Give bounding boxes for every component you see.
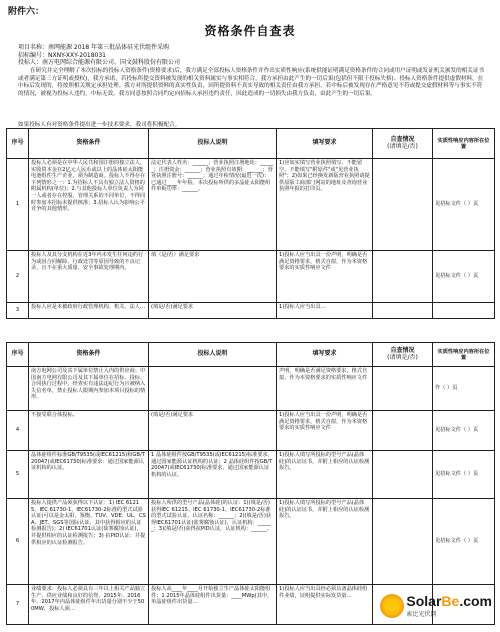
col-page: 实质性响应内容所在位置 [433,129,495,159]
table-row: 6 投标人提供产品须获得以下认证：1) IEC 61215、IEC 61730-1、IEC61730-2标准的型式试验认证(可以是金太阳、鉴衡、TUV、VDE、UL、CSA、JET、SGS等国际认证，其中获得相应的认证检测报告)；2) IEC61701认证(盐雾腐蚀认证)，并提供相应的认证检测报告；3) 抗PID认证：并提供相应的认证检测报告。 投标人所供的型号产品(晶体硅)的认证：1)(填是/否)获得IEC 61215、IEC 61730-1、IEC61730-2标准的型式试验认证，认证名称：______；2)(填是/否)获得IEC61701认证(盐雾腐蚀认证)，认证机构：______；3)(填是/否)获得抗PID认证，认证机构：______。 1)投标人填写所投标的型号产品(晶体硅)的认证证书，并附上相应的认证检测报告。 见招标文件（ ）页 [7,499,495,585]
table-row: 7 业绩要求：投标人必须具有三年以上相关产品独立生产、供应业绩和良好的信誉。2015年、2016年、2017年内晶体硅组件年出货量分别不少于500MW，投标人须… 投标人从____年____月开始独立生产晶体硅太阳能组件；1 2015年晶体硅组件出货量：____MWp(其中，单晶硅组件出货量… 1)投标人应当出具经必须具备晶体硅组件业绩，证明提供实际发货量… [7,585,495,625]
watermark-brand: SolarBe.com [406,593,492,609]
table-row: 3 投标人应是未被政府行政管理机构、机关、法人… (填是/否)满足要求 1)投标人应当出具… [7,303,495,319]
col-self: 自查情况 (请填是/否) [373,129,433,159]
table-header-row [7,343,495,367]
intro-paragraph: 在研究并完全理解了本次招标的投标人资格条件(资格要求)后，我方满足全部投标人资格条件并作出实质性响应(系统供能证明满足资格条件的合同或用户证明或发证机关颁发的相关证书或者满足第三方证明或授权)，我方承诺，若投标所提交资料被发现的相关资料属实与事实相符合，我方承担由此产生的一切后果(包括但不限于投标失格)、投标人资格条件提供虚假材料，在中标后发现的，将按照相关规定承担处理。我方对所提供资料的真实性负责，因所提资料不真实导致的相关责任由我方承担，若中标后被发现存在严格意见不符或提交虚假材料等与事实不符的情况，被视为投标人违约，中标无效，我方同意按照合同约定向招标人承担违约责任，因此造成的一切损失由我方负责，由此产生的一切后果。 [18,68,485,97]
self-check-cell[interactable] [373,159,433,251]
self-check-cell[interactable] [373,411,433,451]
col-self: 自查情况 (请填是/否) [373,343,433,367]
self-check-cell[interactable] [373,251,433,303]
table-row: 4 不接受联合体投标。 (填是/否)满足要求 1)投标人应当出具一份声明，明确是否满足资格要求，格式自拟，作为本资格要求的实质性响应文件 见招标文件（ ）页 [7,411,495,451]
solarbe-watermark [380,593,492,618]
col-no: 序号 [7,343,29,367]
col-page: 实质性响应内容所在位置 [433,343,495,367]
note-line: 如果投标人有对资格条件提出进一步技术要求，我司将积极配合。 [18,122,181,128]
self-check-cell[interactable] [373,451,433,499]
meta-block [18,44,180,67]
qualification-table-2 [6,342,495,625]
qualification-table-1 [6,128,495,319]
annex-label: 附件六： [8,7,45,17]
col-condition: 资格条件 [29,129,149,159]
col-fill: 填写要求 [277,129,373,159]
sun-logo-icon [380,594,404,618]
page-title: 资格条件自查表 [204,24,296,38]
project-name: 项目名称：南网能源 2018 年第三批晶体硅光伏组件采购 [18,44,170,51]
col-explain: 投标人说明 [149,129,277,159]
col-condition: 资格条件 [29,343,149,367]
watermark-subtitle: 索比光伏网 [406,611,437,618]
table-row: 南方电网公司及其下属单位禁止入内的供应商；中国南方电网有限公司及其下属单位在招标、投标、合同执行过程中，经查实有违法违纪行为且被纳入失信名单，禁止投标人限期内参加本项目投标的情形。 声明，明确是否满足资格要求，格式自拟，作为本资格要求的实质性响应文件 作（ ）页 [7,367,495,411]
self-check-cell[interactable] [373,367,433,411]
table-row: 2 投标人及其分支机构在近3年内未发生任何违约行为或因合同解除、行政处罚等原因导致的不良记录，且不在重大质量、安全事故处理期内。 填（是/否）满足要求 1)投标人应当出具一份声明，明确是否满足资格要求，格式自拟，作为本资格要求的实质性响应文件 见招标文件（ ）页 [7,251,495,303]
tender-number: 招标编号：NXNY-XXY-2018031 [18,51,106,59]
col-no: 序号 [7,129,29,159]
col-fill: 填写要求 [277,343,373,367]
table-row: 5 晶体硅组件标准GB/T9535(或IEC61215)和GB/T20047(或IEC61730)标准要求：通过国家能源认证机构的认证。 1 晶体硅组件按GB/T9535(或IEC61215)标准要求，通过国家能源认证机构的认证；2 晶体硅组件按GB/T20047(或IEC61730)标准要求，通过国家能源认证机构的认证。 1)投标人填写所投标的型号产品(晶体硅)的认证证书，并附上相应的认证检测报告。 见招标文件（ ）页 [7,451,495,499]
bidder-name: 投标人：南方电网综合能源有限公司、国文鼓科股份有限公司 [18,59,181,66]
col-explain: 投标人说明 [149,343,277,367]
self-check-cell[interactable] [373,303,433,319]
table-row: 1 投标人必须是在中华人民共和国注册的独立法人，实收资本金在2亿元人民币或以上的晶体硅太阳能电池组件生产企业，须为制造商。投标人不得存在下列情形之一：1.为招标人不具有独立法人资格的附属机构(单位)；2.与其他投标人单位负责人为同一人或者存在控股、管理关系的不同单位，不得同时参加本招标未提供核准；3.招标人认为影响公平竞争的其他情形。 法定代表人姓名：______；营业执照注册地址：______；注册资金：______；营业执照有效期：______；营业执照注册号：______；通过年检情况(最近一次)：已通过____年年检。本次投标所供的多晶硅太阳能组件单板功率：______。 1)应如实填写营业执照填写，不能留空，不能填写"附原件"或"见营业执照"；2)如果已经换发新版营业执照请提供原版工商部门网站的地址及查询营业执照年报的打印页。 见招标文件（ ）页 [7,159,495,251]
self-check-cell[interactable] [373,499,433,585]
table-header-row [7,129,495,159]
